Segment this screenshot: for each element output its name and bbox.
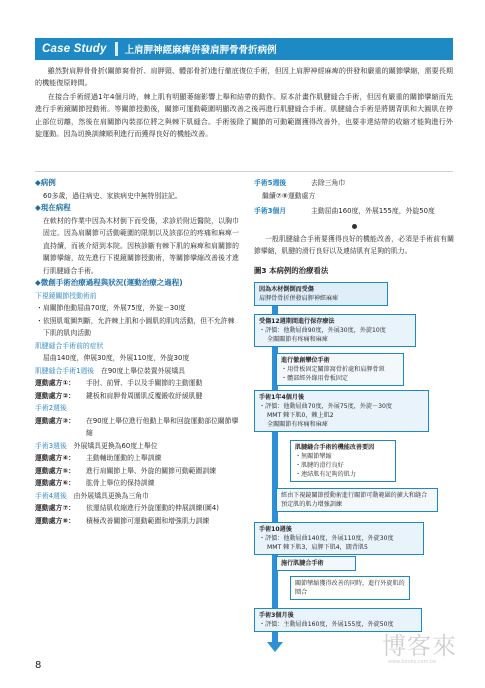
flow-step-1y4m: 手術1年4個月後 ・評價：他動屈曲70度，外展75度，外旋－30度 MMT 棘下肌0，棘上肌2 全關關節有疼痛和麻痺 [254, 390, 429, 432]
treatment-flowchart [254, 282, 454, 660]
prescription-3: 運動處方③： 在90度上舉位進行他動上舉和回旋運動部位關節攣縮 [35, 416, 239, 437]
diamond-icon: ◆ [35, 203, 41, 212]
pre-suture-head: 肌腱縫合手術前的症狀 [35, 341, 104, 350]
flow-step-injury: 因為木材倒倒而受傷 肩胛骨骨折併發肩胛神經麻痺 [254, 282, 388, 306]
case-study-title: 上肩胛神經麻痺併發肩胛骨骨折病例 [124, 45, 277, 56]
flow-step-factors: 肌腱縫合手術的機能改善要因 ・無關節攣縮 ・肌腱的滑行良好 ・連結肌有足夠的肌力 [290, 440, 396, 482]
case-study-header [35, 38, 453, 60]
flow-step-improvement: 關節攣縮獲得改善的同時，進行外旋肌的鬩合 [290, 576, 410, 600]
section-head-process: ◆微創手術治療過程與狀況(運動治療之過程) [35, 278, 183, 287]
flow-step-fixation: 進行徹創攣位手術 ・用骨板固定關節窩骨折處和肩胛骨頸 ・體部經外緣用骨板固定 [276, 353, 404, 386]
figure-caption: 圖3 本病例的治療看法 [254, 265, 329, 275]
diamond-icon: ◆ [35, 178, 41, 187]
intro-text [35, 65, 453, 141]
bullet-dot [352, 224, 357, 229]
flow-step-conservative: 受傷12週期間進行保存療法 ・評價：他動屈曲90度，外展30度，外旋10度 全關關節有疼痛和麻痺 [254, 314, 416, 347]
week1-line: 肌腱縫合手術1週後 在90度上舉位裝置外展矯具 [35, 366, 185, 375]
intro-paragraph-1: 雖然對肩胛骨骨折(關節窩骨折、肩胛頸、體部骨折)進行徹底復位手術，但因上肩胛神經麻痺的併發和嚴重的關節攣縮，需要長期的機能復原時間。 [35, 66, 453, 88]
diamond-icon: ◆ [35, 278, 41, 287]
history-text: 在軟材的作業中因為木材倒下而受傷，求診於附近醫院，以胸巾固定。因為肩關節可活動範圍的限制以及該部位的疼痛和麻痺一直持續，而被介紹到本院。因核診斷有棘下肌的麻痺和肩關節的關節攣縮，故先進行下視鏡關節授動術，等關節攣縮改善後才進行肌腱縫合手術。 [43, 216, 239, 275]
week5-line: 手術5週後 去除三角巾 [254, 179, 346, 187]
prescription-5: 運動處方⑤： 進行肩關節上舉、外旋的關節可動範圍訓練 [35, 466, 217, 475]
page-number: 8 [35, 660, 42, 671]
prescription-2: 運動處方②： 鍵板和肩胛骨周圍肌反覆鍛收紓緩肌腱 [35, 391, 203, 400]
flow-step-arthrolysis: 經由下視鏡關節授動術進行關節可動範圍的擴大和縫合預定肌的肌力增強訓練 [276, 488, 438, 512]
prescription-4: 運動處方④： 主動輔助運動的上舉訓練 [35, 454, 162, 462]
watermark-url: www.books.com.tw [388, 659, 437, 665]
summary-text: 一般肌腱縫合手術要獲得良好的機能改善，必須是手術前有關節攣縮，肌腱的滑行良好以及連結肌有足夠的肌力。 [254, 234, 454, 255]
prescription-7: 運動處方⑦： 依運結肌收縮進行外旋運動的伸展訓練(圖4) [35, 504, 219, 512]
week3-line: 手術3週後 外展矯具更換為60度上舉位 [35, 441, 158, 450]
week5-sub: 繼續⑦⑧運動處方 [262, 191, 316, 200]
month3-line: 手術3個月 主動屈曲160度，外展155度，外旋50度 [254, 207, 435, 215]
left-column [35, 177, 239, 527]
flow-arrow-head [267, 642, 283, 652]
section-divider [35, 171, 453, 172]
pre-arthrolysis-item-1: ・肩關節他動屈曲70度，外展75度，外旋－30度 [36, 304, 186, 312]
prescription-8: 運動處方⑧： 積極改善關節可運動範圍和增強肌力訓練 [35, 516, 210, 525]
watermark-logo [382, 626, 472, 676]
flow-step-suture: 施行肌腱合手術 [276, 556, 356, 571]
week2-head: 手術2週後 [35, 404, 67, 412]
pre-suture-text: 屈曲140度，伸展30度，外展110度，外旋30度 [43, 354, 190, 362]
section-head-history: ◆現在病程 [35, 203, 71, 212]
intro-paragraph-2: 在接合手術經過1年4個月時，棘上肌有明顯萎縮影響上舉和結帶的動作。原本計畫作肌腱縫合手術，但因有嚴重的關節攣縮而先進行手術鏡關節授動術。等關節授動後，關節可運動範圍明顯改善之後再進行肌腱縫合手術。肌腱縫合手術是將闊背肌和大圓肌在停止部位切離，然後在肩關節內裝部位將之與棘下肌縫合。手術後除了關節的可動範圍獲得改善外，也要非達結帶的收縮才能夠進行外旋運動。因為切換訓練順利進行而獲得良好的機能改善。 [35, 91, 453, 139]
week4-line: 手術4週後 由外展矯具更換為三角巾 [35, 491, 149, 500]
section-head-case: ◆病例 [35, 178, 56, 187]
right-column [254, 177, 454, 660]
case-text: 60多歲，過往病史、家族病史中無特別註記。 [43, 191, 182, 200]
header-separator [115, 42, 118, 56]
pre-arthrolysis-item-2: ・依照肌電圖判斷，允許棘上肌和小圓肌的肌肉活動，但不允許棘下肌的肌肉活動 [36, 316, 235, 337]
prescription-1: 運動處方①： 手肘、前臂、手以及手關節的主動運動 [35, 379, 203, 387]
flow-step-week10: 手術10週後 ・評價：他動屈曲140度，外展110度，外旋30度 MMT 棘下肌3，肩胛下肌4，闊背肌5 [254, 522, 424, 555]
watermark-text: 博客來 [382, 632, 457, 660]
pre-arthrolysis-head: 下視鏡關節授動術前 [35, 291, 97, 300]
case-study-label: Case Study [42, 43, 107, 55]
flow-step-month3: 手術3個月後 ・評價：主動屈曲160度，外展155度，外旋50度 [254, 608, 422, 632]
prescription-6: 運動處方⑥： 肱骨上舉位的保持訓練 [35, 479, 155, 487]
